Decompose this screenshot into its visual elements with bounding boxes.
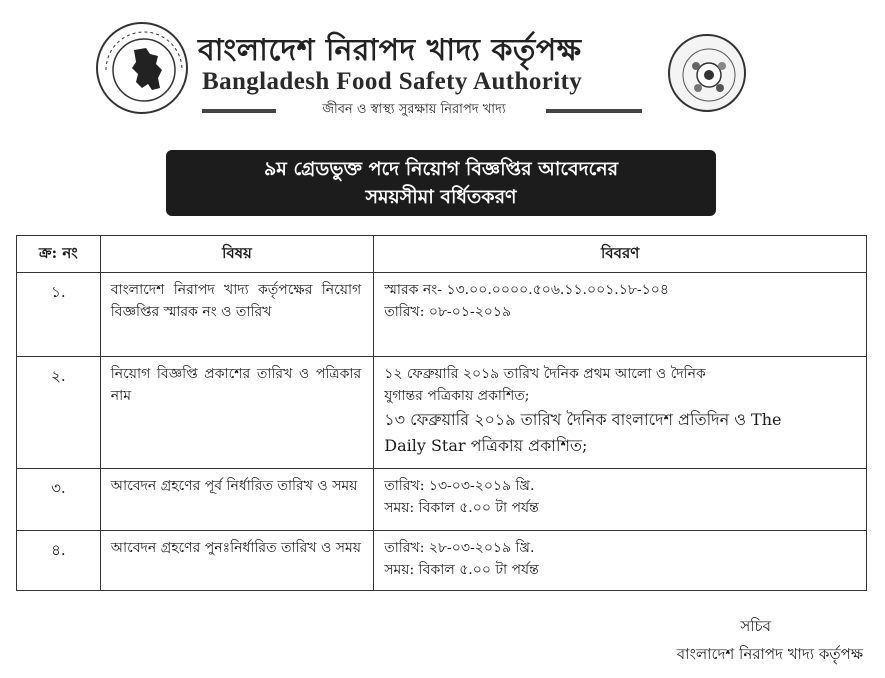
row-subject: নিয়োগ বিজ্ঞপ্তি প্রকাশের তারিখ ও পত্রিকার নাম xyxy=(100,357,373,469)
signature-block xyxy=(677,612,863,668)
row-details xyxy=(374,469,867,531)
signatory-title: সচিব xyxy=(740,617,771,635)
detail-line: ১২ ফেব্রুয়ারি ২০১৯ তারিখ দৈনিক প্রথম আলো ও দৈনিক xyxy=(384,366,706,382)
letterhead xyxy=(0,0,885,130)
row-serial: ৪. xyxy=(17,531,101,591)
tagline-rule-left xyxy=(202,109,276,113)
detail-line: ১৩ ফেব্রুয়ারি ২০১৯ তারিখ দৈনিক বাংলাদেশ প্রতিদিন ও The xyxy=(384,410,782,429)
notice-heading xyxy=(166,150,716,216)
table-row xyxy=(17,531,867,591)
row-subject: বাংলাদেশ নিরাপদ খাদ্য কর্তৃপক্ষের নিয়োগ বিজ্ঞপ্তির স্মারক নং ও তারিখ xyxy=(100,273,373,357)
header-subject: বিষয় xyxy=(100,236,373,273)
row-subject: আবেদন গ্রহণের পূর্ব নির্ধারিত তারিখ ও সময় xyxy=(100,469,373,531)
detail-line: সময়: বিকাল ৫.০০ টা পর্যন্ত xyxy=(384,500,539,516)
table-row xyxy=(17,273,867,357)
row-serial: ১. xyxy=(17,273,101,357)
row-details xyxy=(374,531,867,591)
table-row xyxy=(17,469,867,531)
tagline-row xyxy=(202,100,642,120)
authority-seal-logo xyxy=(668,34,746,112)
table-header-row xyxy=(17,236,867,273)
detail-line: সময়: বিকাল ৫.০০ টা পর্যন্ত xyxy=(384,562,539,578)
government-seal-logo xyxy=(96,22,188,114)
header-details: বিবরণ xyxy=(374,236,867,273)
row-details xyxy=(374,273,867,357)
detail-line: Daily Star পত্রিকায় প্রকাশিত; xyxy=(384,436,588,455)
notice-heading-line2: সময়সীমা বর্ধিতকরণ xyxy=(365,186,517,208)
detail-line: তারিখ: ১৩-০৩-২০১৯ খ্রি. xyxy=(384,478,535,494)
bangladesh-map-icon xyxy=(98,24,190,116)
tagline: জীবন ও স্বাস্থ্য সুরক্ষায় নিরাপদ খাদ্য xyxy=(322,102,506,117)
detail-line: তারিখ: ০৮-০১-২০১৯ xyxy=(384,304,512,320)
authority-title-english: Bangladesh Food Safety Authority xyxy=(202,68,583,95)
notice-heading-line1: ৯ম গ্রেডভুক্ত পদে নিয়োগ বিজ্ঞপ্তির আবেদনের xyxy=(263,158,619,180)
detail-line: স্মারক নং- ১৩.০০.০০০০.৫০৬.১১.০০১.১৮-১০৪ xyxy=(384,282,669,298)
food-safety-emblem-icon xyxy=(670,36,748,114)
notice-table xyxy=(16,235,867,591)
detail-line: তারিখ: ২৮-০৩-২০১৯ খ্রি. xyxy=(384,540,535,556)
detail-line: যুগান্তর পত্রিকায় প্রকাশিত; xyxy=(384,388,530,404)
row-subject: আবেদন গ্রহণের পুনঃনির্ধারিত তারিখ ও সময় xyxy=(100,531,373,591)
row-details xyxy=(374,357,867,469)
header-serial: ক্র: নং xyxy=(17,236,101,273)
authority-title-bangla: বাংলাদেশ নিরাপদ খাদ্য কর্তৃপক্ষ xyxy=(198,33,582,68)
table-row xyxy=(17,357,867,469)
tagline-rule-right xyxy=(546,109,642,113)
signatory-organization: বাংলাদেশ নিরাপদ খাদ্য কর্তৃপক্ষ xyxy=(676,645,863,663)
row-serial: ২. xyxy=(17,357,101,469)
row-serial: ৩. xyxy=(17,469,101,531)
